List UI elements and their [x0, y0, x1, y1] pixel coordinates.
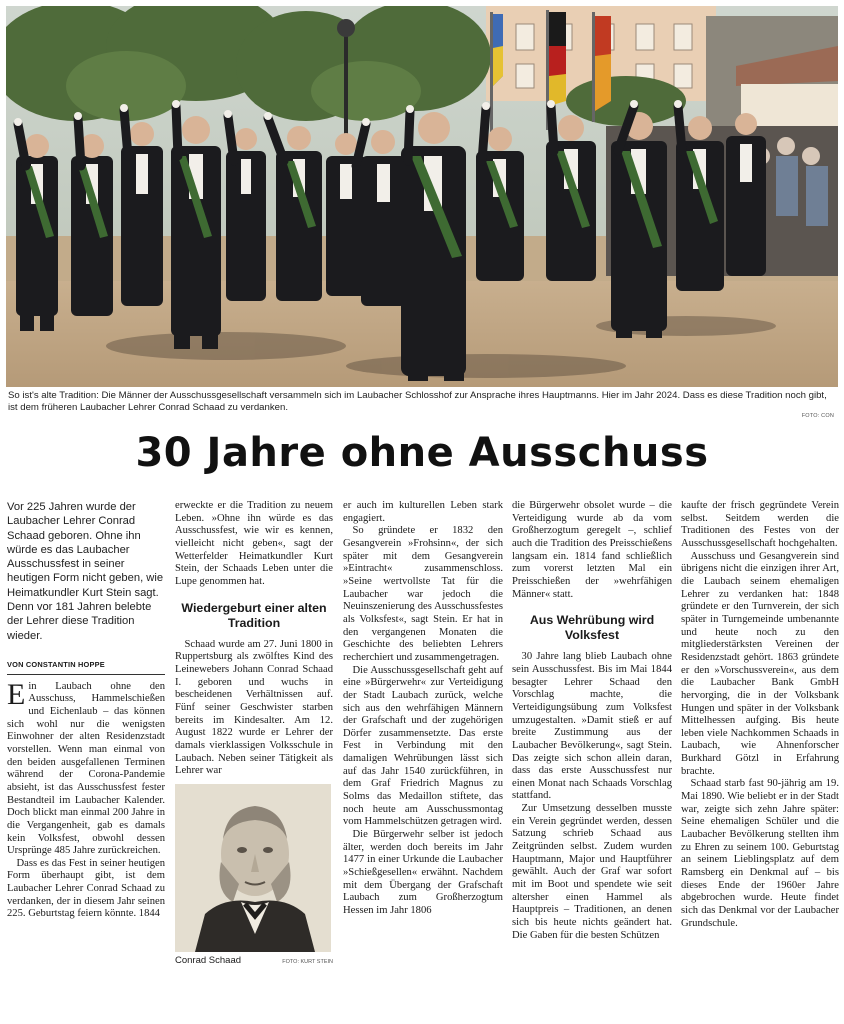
drop-cap: E — [7, 677, 26, 711]
body-paragraph: Die Ausschussgesellschaft geht auf eine »Bürgerwehr« zur Verteidigung der Stadt Laubach zurück, welche sich aus den wehrfähigen Männern der Grafschaft und der zugehörigen Dörfer zusammensetzte. Das erste Fest in Verbindung mit den damaligen Wehrübungen lässt sich auf das Jahr 1540 zurückführen, in dem Graf Friedrich Magnus zu Solms das Medaillon stiftete, das noch heute am Ausschussmontag vom Hammelschützen getragen wird. — [343, 664, 503, 828]
photo-caption: So ist's alte Tradition: Die Männer der Ausschussgesellschaft versammeln sich im Laubacher Schlosshof zur Ansprache ihres Hauptmanns. Hier im Jahr 2024. Dass es diese Tradition noch gibt, ist dem früheren Laubacher Lehrer Conrad Schaad zu verdanken. — [8, 390, 827, 414]
column-3 — [343, 500, 503, 918]
body-paragraph: Die Bürgerwehr selber ist jedoch älter, werden doch bereits im Jahr 1477 in einer Urkunde die Laubacher »Schießgesellen« erwähnt. Nachdem mit dem Übergang der Grafschaft Laubach zum Großherzogtum Hessen im Jahr 1806 — [343, 829, 503, 916]
subheading: Wiedergeburt einer alten Tradition — [181, 600, 327, 630]
portrait-credit: FOTO: KURT STEIN — [282, 958, 333, 965]
body-paragraph: erweckte er die Tradition zu neuem Leben. »Ohne ihn würde es das Ausschussfest, wie wir es kennen, vielleicht nicht geben«, sagt der Wetterfelder Heimatkundler Kurt Stein, der Schaads Leben unter die Lupe genommen hat. — [175, 500, 333, 587]
subheading: Aus Wehrübung wird Volksfest — [529, 613, 655, 643]
portrait-caption — [175, 955, 333, 969]
body-paragraph: Schaad wurde am 27. Juni 1800 in Ruppertsburg als zwölftes Kind des Leinewebers Johann Conrad Schaad I. geboren und wuchs in bescheidenen Verhältnissen auf. Fünf seiner Geschwister starben bereits im Kindesalter. Am 12. August 1822 wurde er Lehrer der damals vierklassigen Volksschule in Laubach. Neben seiner Tätigkeit als Lehrer war — [175, 638, 333, 777]
portrait-name: Conrad Schaad — [175, 954, 242, 966]
column-1 — [7, 500, 165, 921]
body-paragraph: er auch im kulturellen Leben stark engagiert. — [343, 500, 503, 524]
body-paragraph: So gründete er 1832 den Gesangverein »Frohsinn«, der sich später mit dem Gesangverein »Eintracht« zusammenschloss. »Seine wertvollste Tat für die Laubacher war jedoch die Neuinszenierung des Ausschussfestes als Volksfest«, sagt Stein. Er hat in den vergangenen Monaten die Geschichte des beliebten Lehrers recherchiert und zusammengetragen. — [343, 525, 503, 663]
column-4 — [512, 500, 672, 942]
body-paragraph: Dass es das Fest in seiner heutigen Form überhaupt gibt, ist dem Laubacher Lehrer Conrad Schaad zu verdanken, der in diesem Jahr seinen 225. Geburtstag feiern könnte. 1844 — [7, 857, 165, 920]
article-headline: 30 Jahre ohne Ausschuss — [135, 430, 709, 476]
photo-credit: FOTO: CON — [801, 413, 834, 419]
body-paragraph: 30 Jahre lang blieb Laubach ohne sein Ausschussfest. Bis im Mai 1844 besagter Lehrer Schaad den Vorschlag machte, die Verteidigungsübung zum Volksfest umzugestalten. »Damit stieß er auf breite Zustimmung aus der Laubacher Bevölkerung«, sagt Stein. Das zeigte sich schon allein daran, dass das erste Ausschussfest nur einen Monat nach Schaads Vorschlag stattfand. — [512, 651, 672, 802]
body-text: in Laubach ohne den Ausschuss, Hammelschießen und Eichenlaub – das können sich wohl nur die wenigsten Einwohner der alten Residenzstadt vorstellen. Wenn man einmal von den beiden ausgefallenen Terminen während der Corona-Pandemie absieht, ist das Ausschussfest fester Bestandteil im Laubacher Kalender. Doch blickt man einmal 200 Jahre in die Vergangenheit, gab es damals kein Volksfest, obwohl dessen Ursprünge 485 Jahre zurückreichen. — [7, 680, 165, 857]
column-2 — [175, 500, 333, 968]
portrait-photo — [175, 784, 331, 952]
ausschuss-photo — [6, 6, 838, 387]
crowd-illustration — [6, 6, 838, 387]
article-teaser: Vor 225 Jahren wurde der Laubacher Lehrer Conrad Schaad geboren. Ohne ihn würde es das Laubacher Ausschussfest in seiner heutigen Form nicht geben, wie Heimatkundler Kurt Stein sagt. Denn vor 181 Jahren belebte der Lehrer diese Tradition wieder. — [7, 501, 164, 642]
portrait-illustration — [175, 784, 331, 952]
column-5 — [681, 500, 839, 930]
body-paragraph: kaufte der frisch gegründete Verein selbst. Seitdem werden die Traditionen des Festes von der Ausschussgesellschaft hochgehalten. — [681, 500, 839, 549]
body-paragraph: Zur Umsetzung desselben musste ein Verein gegründet werden, dessen Satzung schrieb Schaad aus Zeitgründen selbst. Zudem wurden Hauptmann, Major und Hauptführer gewählt. Auch der Graf war sofort mit im Boot und spendete wie seit altersher einen Hammel als Hauptpreis – Traditionen, an denen sich bis heute nichts geändert hat. Die Gaben für die besten Schützen — [512, 803, 672, 941]
author-byline: VON CONSTANTIN HOPPE — [7, 659, 165, 675]
body-paragraph — [7, 677, 165, 858]
body-paragraph: die Bürgerwehr obsolet wurde – die Verteidigung wurde ab da vom Großherzogtum geregelt –, schlief auch die Tradition des Preisschießens langsam ein. 1814 fand schließlich zum vorerst letzten Mal ein Preisschießen der »wehrfähigen Männer« statt. — [512, 500, 672, 600]
body-paragraph: Ausschuss und Gesangverein sind übrigens nicht die einzigen ihrer Art, die Laubach seinem ehemaligen Lehrer zu verdanken hat: 1848 gründete er den Turnverein, der sich später in Turngemeinde umbenannte und heute noch zu den mitgliederstärksten Vereinen der Residenzstadt gehört. 1863 gründete er den »Vorschussverein«, aus dem die Laubacher Bank GmbH hervorging, die in der Volksbank Hungen und später in der Volksbank Mittelhessen aufging. Bis heute leben viele Nachkommen Schaads in Laubach, wie Ahnenforscher Burkhard Götzl in Erfahrung brachte. — [681, 550, 839, 777]
body-paragraph: Schaad starb fast 90-jährig am 19. Mai 1890. Wie beliebt er in der Stadt war, zeigte sich zehn Jahre später: Seine ehemaligen Schüler und die Laubacher Bevölkerung stellten ihm zu Ehren zu seinem 100. Geburtstag an seinem Lieblingsplatz auf dem Ramsberg ein Denkmal auf – bis dieses Ende der 1960er Jahre abgebrochen wurde. Heute findet sich das Denkmal vor der Laubacher Grundschule. — [681, 778, 839, 929]
